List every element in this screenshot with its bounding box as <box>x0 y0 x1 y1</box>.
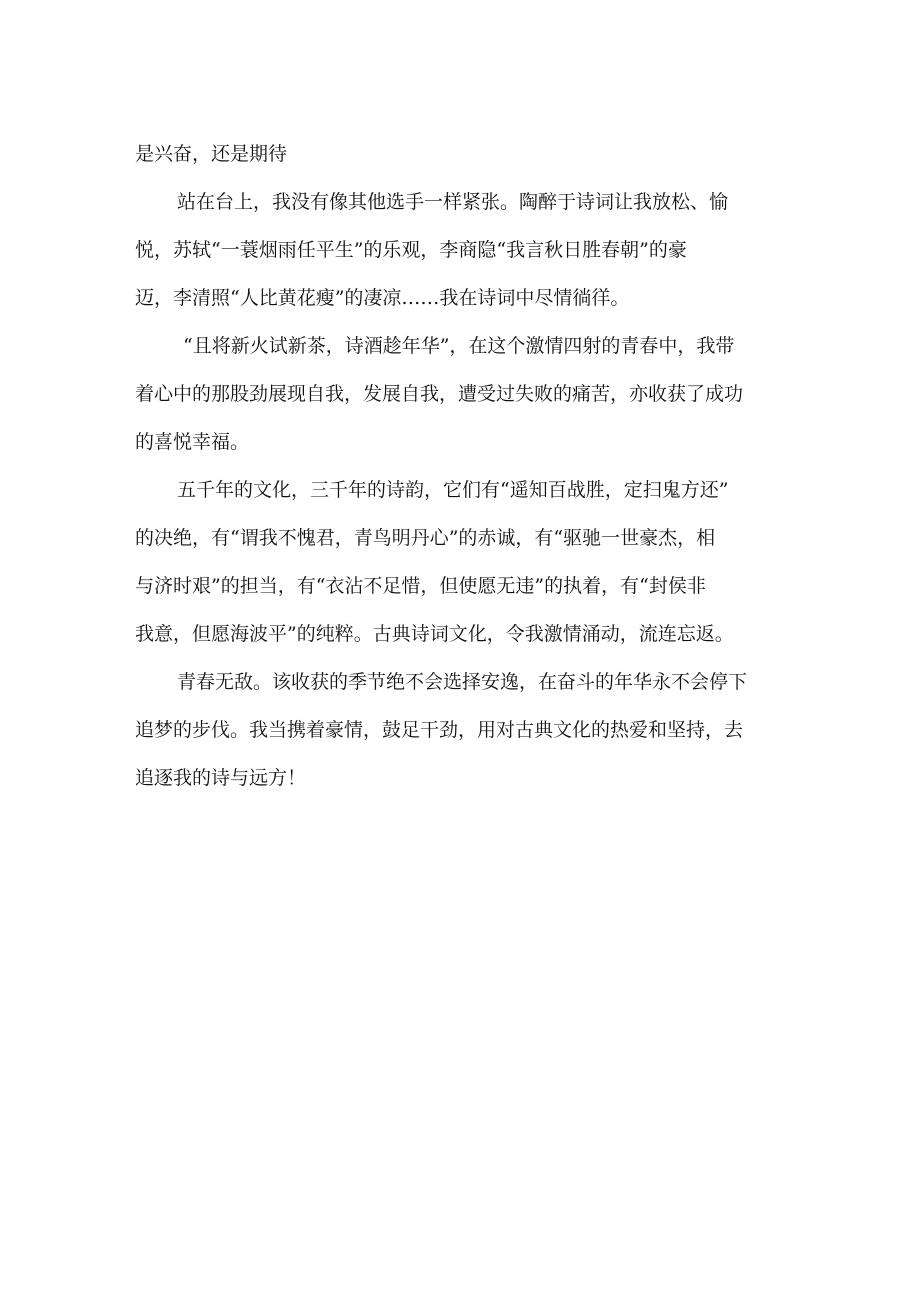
text-line: 追梦的步伐。我当携着豪情，鼓足干劲，用对古典文化的热爱和坚持，去 <box>135 719 744 741</box>
paragraph-stage <box>135 178 785 322</box>
paragraph-conclusion <box>135 658 785 802</box>
text-line: 五千年的文化，三千年的诗韵，它们有“遥知百战胜，定扫鬼方还” <box>177 479 729 501</box>
text-line: 我意，但愿海波平”的纯粹。古典诗词文化，令我激情涌动，流连忘返。 <box>135 623 734 645</box>
document-body <box>135 130 785 802</box>
text-line: 追逐我的诗与远方！ <box>135 767 307 789</box>
text-line: 与济时艰”的担当，有“衣沾不足惜，但使愿无违”的执着，有“封侯非 <box>135 575 706 597</box>
text-line: 青春无敌。该收获的季节绝不会选择安逸，在奋斗的年华永不会停下 <box>177 671 748 693</box>
paragraph-continuation <box>135 130 785 178</box>
text-line: 是兴奋，还是期待 <box>135 143 288 165</box>
text-line: 的决绝，有“谓我不愧君，青鸟明丹心”的赤诚，有“驱驰一世豪杰，相 <box>135 527 716 549</box>
text-line: 站在台上，我没有像其他选手一样紧张。陶醉于诗词让我放松、愉 <box>177 191 729 213</box>
text-line: 悦，苏轼“一蓑烟雨任平生”的乐观，李商隐“我言秋日胜春朝”的豪 <box>135 239 687 261</box>
paragraph-culture <box>135 466 785 658</box>
text-line: 迈，李清照“人比黄花瘦”的凄凉……我在诗词中尽情徜徉。 <box>135 287 630 309</box>
text-line: 的喜悦幸福。 <box>135 431 250 453</box>
text-line: “且将新火试新茶，诗酒趁年华”，在这个激情四射的青春中，我带 <box>183 335 735 357</box>
text-line: 着心中的那股劲展现自我，发展自我，遭受过失败的痛苦，亦收获了成功 <box>135 383 744 405</box>
paragraph-youth-quote <box>135 322 785 466</box>
